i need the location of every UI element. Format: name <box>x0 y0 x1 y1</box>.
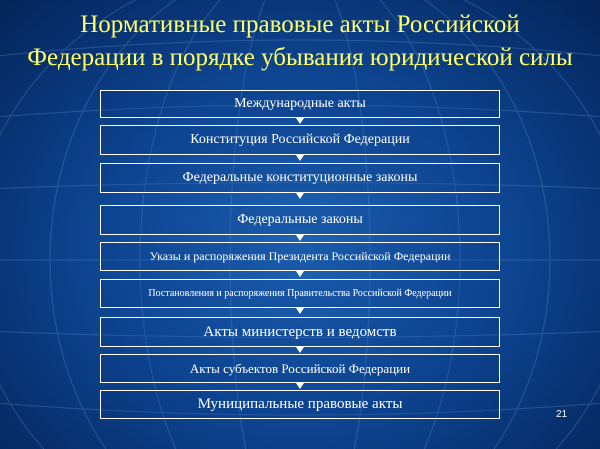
slide-number: 21 <box>556 409 568 420</box>
arrow-down-icon <box>296 193 304 199</box>
level-federal-constitutional-laws: Федеральные конституционные законы <box>100 163 500 193</box>
title-line-2: Федерации в порядке убывания юридической силы <box>27 44 573 71</box>
arrow-down-icon <box>296 308 304 314</box>
level-federal-laws: Федеральные законы <box>100 205 500 235</box>
level-constitution: Конституция Российской Федерации <box>100 125 500 155</box>
arrow-down-icon <box>296 155 304 161</box>
arrow-down-icon <box>296 235 304 241</box>
arrow-down-icon <box>296 271 304 277</box>
level-international-acts: Международные акты <box>100 90 500 118</box>
slide-title <box>0 8 600 74</box>
level-federal-subjects-acts: Акты субъектов Российской Федерации <box>100 354 500 383</box>
arrow-down-icon <box>296 118 304 124</box>
arrow-down-icon <box>296 347 304 353</box>
title-line-1: Нормативные правовые акты Российской <box>80 11 520 38</box>
level-ministry-acts: Акты министерств и ведомств <box>100 317 500 347</box>
level-president-decrees: Указы и распоряжения Президента Российской Федерации <box>100 242 500 271</box>
arrow-down-icon <box>296 383 304 389</box>
level-government-resolutions: Постановления и распоряжения Правительства Российской Федерации <box>100 279 500 308</box>
level-municipal-acts: Муниципальные правовые акты <box>100 390 500 419</box>
